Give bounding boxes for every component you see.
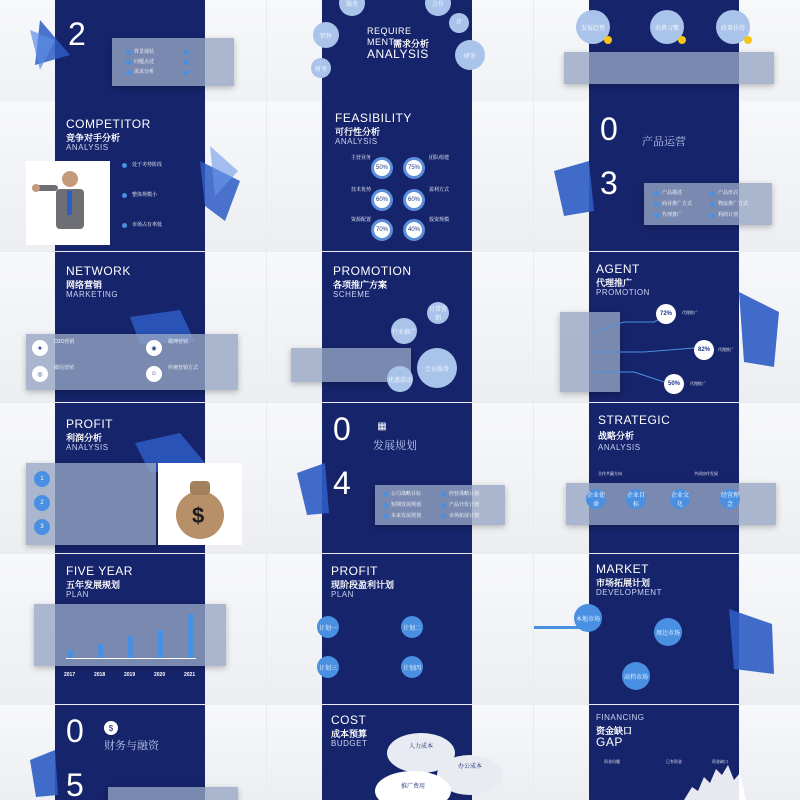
section-title: 发展规划 (373, 440, 417, 452)
money-icon: $ (104, 721, 118, 735)
bubble: 推广费用 (375, 771, 451, 800)
title-en: COMPETITOR (66, 117, 151, 131)
item: 需求分析 (134, 69, 155, 75)
wireframe-decoration (267, 403, 533, 553)
percent-ring: 50% (371, 157, 393, 179)
content-panel (26, 334, 238, 390)
content-panel (644, 183, 772, 225)
svg-text:$: $ (192, 503, 205, 528)
badge-dot (678, 36, 686, 44)
title-cn: 市场拓展计划 (596, 578, 651, 588)
badge-dot (604, 36, 612, 44)
item: 产品描述 (662, 190, 683, 196)
percent-ring: 75% (403, 157, 425, 179)
bubble: IT (449, 13, 469, 33)
growth-bar (128, 636, 133, 658)
point: 处于劣势阶段 (132, 162, 163, 168)
year-label: 2020 (154, 672, 166, 678)
label: 主营业务 (351, 155, 372, 161)
slide-r3c0[interactable] (0, 403, 266, 553)
bubble: 发展趋势 (576, 10, 610, 44)
slide-r1c1[interactable] (267, 101, 533, 251)
slide-r2c0[interactable] (0, 252, 266, 402)
bubble: 优惠活动 (387, 366, 413, 392)
calendar-icon: ▦ (377, 420, 387, 432)
title-cn: 现阶段盈利计划 (331, 580, 395, 590)
person-icon (26, 161, 110, 245)
title-en: NETWORK (66, 264, 131, 278)
item: 公司战略目标 (391, 491, 422, 497)
bubble: 服务 (339, 0, 365, 16)
percent-badge: 82% (694, 340, 714, 360)
percent-ring: 60% (403, 189, 425, 211)
title-en2: ANALYSIS (335, 137, 378, 146)
title-cn: 五年发展规划 (66, 580, 121, 590)
percent-ring: 60% (371, 189, 393, 211)
step-badge: 3 (34, 519, 50, 535)
bubble: 本地市场 (574, 604, 602, 632)
label: 盈利方式 (429, 187, 450, 193)
bubble: 行业推广 (391, 318, 417, 344)
growth-bar (98, 644, 103, 658)
year-label: 2021 (184, 672, 196, 678)
title-en: STRATEGIC (598, 413, 671, 427)
item: 利润计划 (718, 212, 739, 218)
title-en: MARKET (596, 562, 650, 576)
title-cn: 可行性分析 (335, 127, 381, 137)
title-en: PROMOTION (333, 264, 412, 278)
item: 微信营销 (54, 365, 75, 371)
wireframe-decoration (534, 101, 800, 251)
axis-line (66, 658, 196, 659)
label: 投资规模 (429, 217, 450, 223)
item: 产品开发计划 (449, 502, 480, 508)
businessman-photo (26, 161, 110, 245)
title-cn: 需求分析 (393, 39, 430, 49)
slide-r2c2[interactable] (534, 252, 800, 402)
percent-badge: 72% (656, 304, 676, 324)
title-cn: 利润分析 (66, 433, 103, 443)
slide-r5c0[interactable] (0, 705, 266, 800)
slide-r3c1[interactable] (267, 403, 533, 553)
title-en2: PROMOTION (596, 288, 650, 297)
label: 资源配置 (351, 217, 372, 223)
content-panel (564, 52, 774, 84)
title-en: ANALYSIS (367, 47, 429, 61)
slide-r2c1[interactable] (267, 252, 533, 402)
label: 团队组建 (429, 155, 450, 161)
title-en: FIVE YEAR (66, 564, 133, 578)
section-number: 5 (66, 767, 84, 800)
slide-r4c1[interactable] (267, 554, 533, 704)
slide-r4c0[interactable] (0, 554, 266, 704)
area-decoration (534, 705, 800, 800)
bubble: 合作 (425, 0, 451, 16)
bubble: 政策扶持 (716, 10, 750, 44)
slide-r5c1[interactable] (267, 705, 533, 800)
title-en2: BUDGET (331, 739, 368, 748)
growth-bar (158, 630, 163, 658)
title-en2: SCHEME (333, 290, 371, 299)
star-icon: ★ (32, 340, 48, 356)
weibo-icon: ◉ (146, 340, 162, 356)
title-cn: 各项推广方案 (333, 280, 388, 290)
title-cn: 资金缺口 (596, 726, 633, 736)
section-number: 2 (68, 16, 86, 52)
label: 代理推广 (718, 347, 734, 352)
wechat-icon: ◎ (32, 366, 48, 382)
item: 未来发展规划 (391, 513, 422, 519)
bubble: 人力成本 (387, 733, 455, 773)
title-en2: ANALYSIS (66, 443, 109, 452)
title-en: FEASIBILITY (335, 111, 412, 125)
title-en: AGENT (596, 262, 640, 276)
bubble: 日常营销 (427, 302, 449, 324)
title-en: FINANCING (596, 713, 645, 722)
money-bag-image (158, 463, 242, 545)
title-en2: PLAN (66, 590, 89, 599)
year-label: 2017 (64, 672, 76, 678)
year-label: 2018 (94, 672, 106, 678)
percent-ring: 40% (403, 219, 425, 241)
plan-badge: 计划一 (317, 616, 339, 638)
section-number: 4 (333, 465, 351, 501)
point: 市场占有率低 (132, 222, 163, 228)
step-badge: 1 (34, 471, 50, 487)
step-badge: 2 (34, 495, 50, 511)
legend-item: 资金问题 (604, 759, 620, 764)
plan-badge: 计划二 (401, 616, 423, 638)
bubble: 会员服务 (417, 348, 457, 388)
badge-dot (744, 36, 752, 44)
title-cn: 成本预算 (331, 729, 368, 739)
section-title: 财务与融资 (104, 740, 159, 752)
item: 产品形式 (718, 190, 739, 196)
title-en: COST (331, 713, 367, 727)
bubble: 销售 (313, 22, 339, 48)
content-panel (375, 485, 505, 525)
item: 商业推广方式 (662, 201, 693, 207)
item: 微博营销 (168, 339, 189, 345)
bubble: 消费习惯 (650, 10, 684, 44)
title-cn: 代理推广 (596, 278, 633, 288)
section-number: 0 (66, 713, 84, 749)
node: 企业使命 (586, 489, 606, 509)
title-en2: ANALYSIS (66, 143, 109, 152)
section-number: 0 (600, 111, 618, 147)
slide-r1c2[interactable] (534, 101, 800, 251)
item: 经营战略计划 (449, 491, 480, 497)
bubble: 高档市场 (622, 662, 650, 690)
label: 技术优势 (351, 187, 372, 193)
plan-badge: 计划四 (401, 656, 423, 678)
legend-item: 资金缺口 (712, 759, 728, 764)
content-panel (108, 787, 238, 800)
percent-ring: 70% (371, 219, 393, 241)
node: 企业文化 (670, 489, 690, 509)
item: 代理推广 (662, 212, 683, 218)
slide-r5c2[interactable] (534, 705, 800, 800)
item: 问题点述 (134, 59, 155, 65)
title-en2: GAP (596, 735, 623, 749)
title-en2: DEVELOPMENT (596, 588, 662, 597)
slide-r4c2[interactable] (534, 554, 800, 704)
slide-r1c0[interactable] (0, 101, 266, 251)
section-number: 0 (333, 411, 351, 447)
bubble: 研发 (455, 40, 485, 70)
title-en2: MARKETING (66, 290, 119, 299)
node: 企业目标 (626, 489, 646, 509)
item: 背景现状 (134, 49, 155, 55)
slide-r3c2[interactable] (534, 403, 800, 553)
node: 经营理念 (720, 489, 740, 509)
growth-bar (68, 650, 73, 658)
section-title: 产品运营 (642, 136, 686, 148)
chat-icon: ☺ (146, 366, 162, 382)
title-en2: ANALYSIS (598, 443, 641, 452)
year-label: 2019 (124, 672, 136, 678)
legend-item: 已有资金 (666, 759, 682, 764)
item: 短期发展规划 (391, 502, 422, 508)
title-en2: PLAN (331, 590, 354, 599)
label: 代理推广 (682, 310, 698, 315)
item: 市场拓展计划 (449, 513, 480, 519)
bubble: 周边市场 (654, 618, 682, 646)
percent-badge: 50% (664, 374, 684, 394)
item: 物流推广方式 (718, 201, 749, 207)
bubble: 办公成本 (437, 755, 503, 795)
title-cn: 网络营销 (66, 280, 103, 290)
content-panel (112, 38, 234, 86)
section-number: 3 (600, 165, 618, 201)
item: O2O营销 (54, 339, 75, 345)
title-en: PROFIT (66, 417, 113, 431)
title-en: REQUIRE (367, 26, 412, 36)
money-bag-icon (158, 463, 242, 545)
bubble: 财务 (311, 58, 331, 78)
point: 整体规模小 (132, 192, 158, 198)
item: 传统营销方式 (168, 365, 199, 371)
growth-bar (188, 614, 193, 658)
column-head: 合作共赢方向 (598, 471, 622, 476)
title-en: PROFIT (331, 564, 378, 578)
title-en: MENT (367, 37, 395, 47)
label: 代理推广 (690, 381, 706, 386)
title-cn: 竞争对手分析 (66, 133, 121, 143)
plan-badge: 计划三 (317, 656, 339, 678)
title-cn: 战略分析 (598, 431, 635, 441)
column-head: 共同协作发展 (694, 471, 718, 476)
